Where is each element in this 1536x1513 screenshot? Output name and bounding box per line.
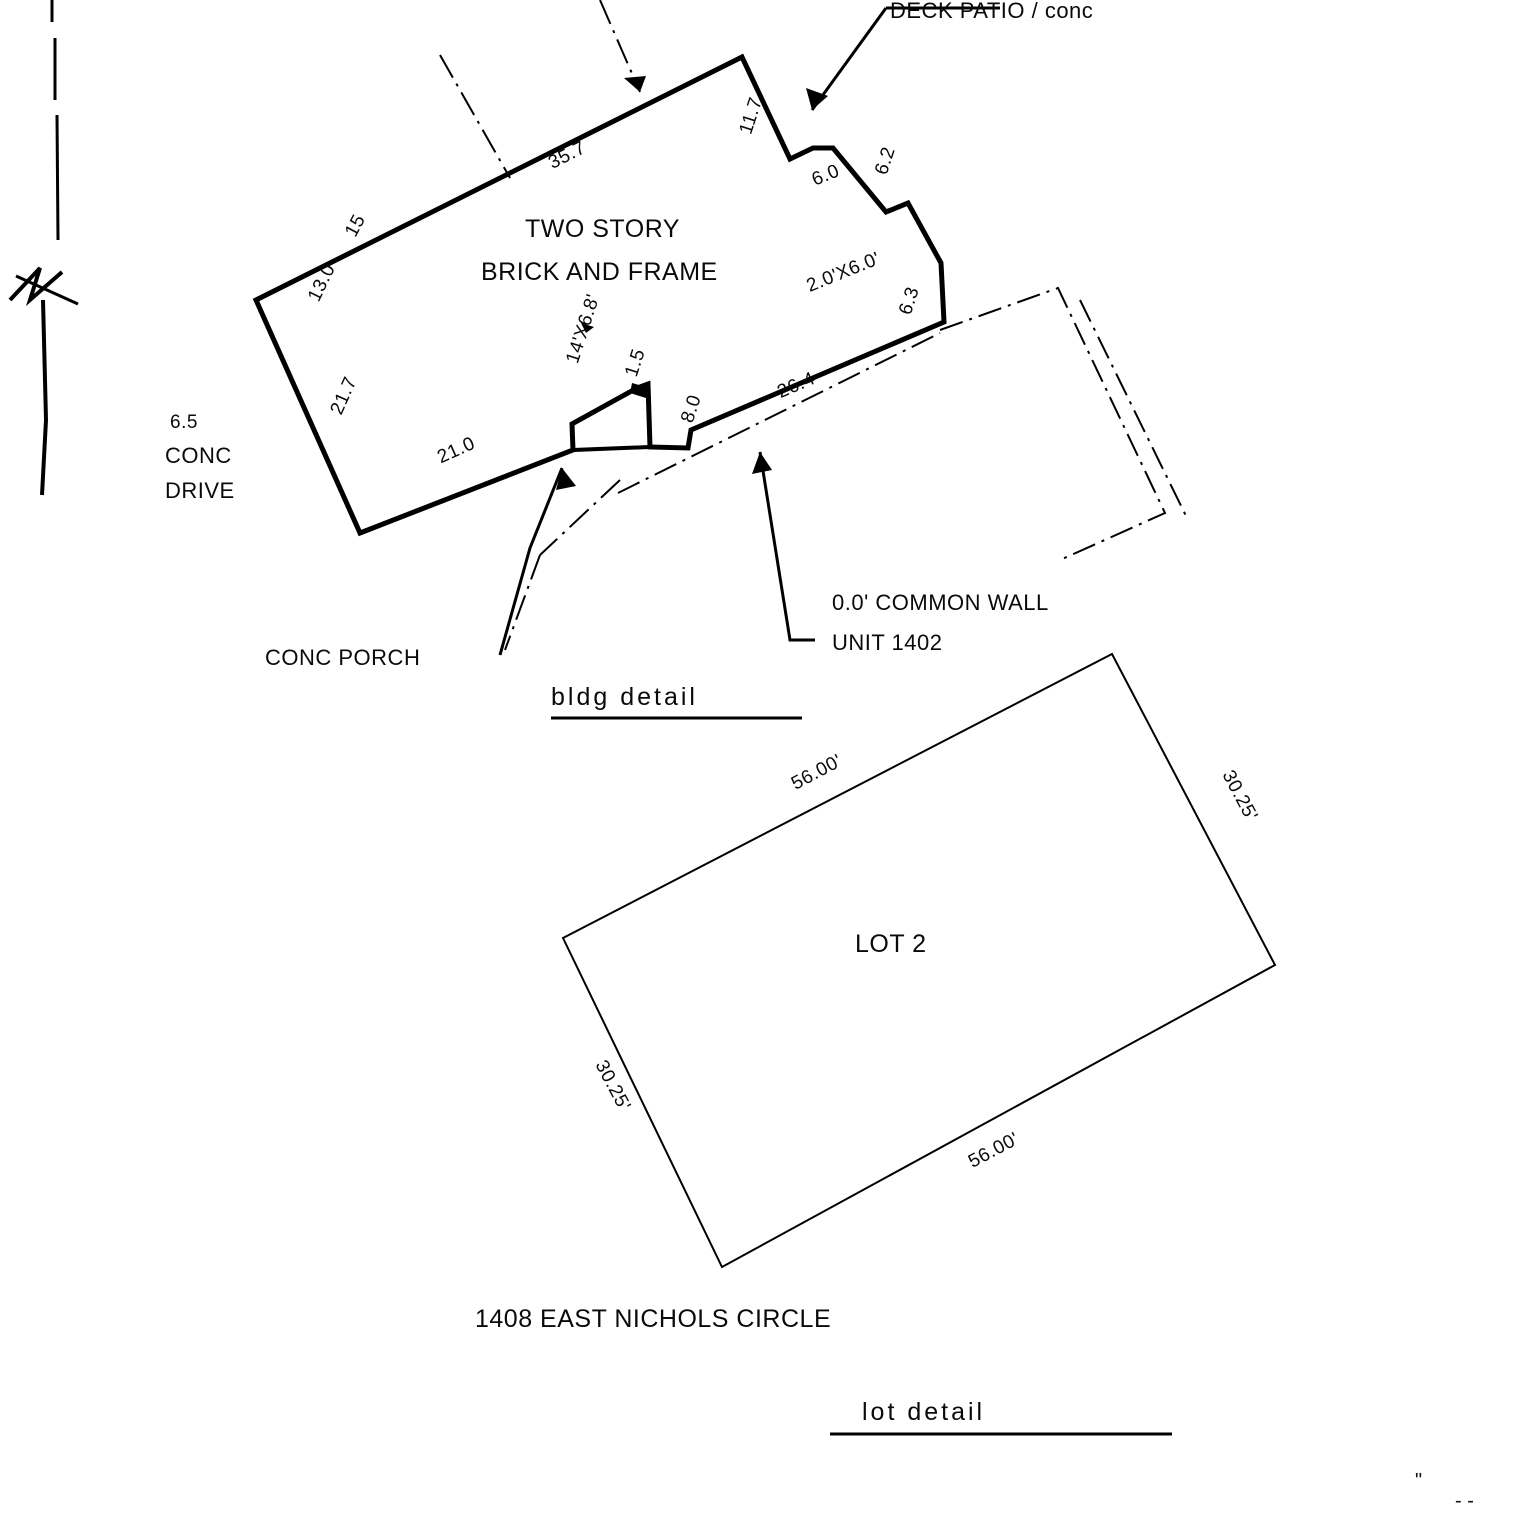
reference-lines	[440, 0, 640, 650]
bldg-detail-title: bldg detail	[551, 683, 698, 711]
dim-notch-width: 8.0	[677, 392, 706, 426]
structure-label-line1: TWO STORY	[525, 215, 680, 243]
building-outline	[256, 57, 944, 533]
callout-conc-drive-line2: DRIVE	[165, 478, 235, 503]
lot-dim-bottom: 56.00'	[965, 1128, 1023, 1173]
lot-outline	[563, 654, 1275, 1267]
dim-bump-out: 2.0'X6.0'	[803, 248, 884, 297]
dim-deck-offset: 6.0	[808, 160, 843, 191]
margin-mark-bottom-right: "	[1415, 1470, 1423, 1492]
address-label: 1408 EAST NICHOLS CIRCLE	[475, 1305, 832, 1333]
callout-conc-porch: CONC PORCH	[265, 645, 421, 670]
dim-conc-drive: 6.5	[170, 412, 198, 433]
callout-deck-patio: DECK PATIO / conc	[890, 0, 1094, 23]
left-margin-property-line	[10, 0, 78, 495]
dim-right-lower: 6.3	[895, 284, 924, 318]
callout-common-wall-line1: 0.0' COMMON WALL	[832, 590, 1049, 615]
callout-conc-drive-line1: CONC	[165, 443, 232, 468]
dim-bottom-left-run: 21.0	[434, 433, 479, 469]
dim-deck-side: 6.2	[871, 144, 900, 178]
reference-arrowheads	[624, 76, 646, 92]
lot-dim-left: 30.25'	[590, 1056, 635, 1115]
structure-label-line2: BRICK AND FRAME	[481, 258, 718, 286]
lot-label: LOT 2	[855, 930, 927, 958]
dim-bottom-right-run: 26.4	[774, 368, 819, 403]
dim-right-side-11-7: 11.7	[735, 94, 768, 137]
lot-dim-top: 56.00'	[788, 750, 846, 795]
callout-common-wall-line2: UNIT 1402	[832, 630, 943, 655]
dim-left-lower: 21.7	[326, 373, 362, 418]
lot-dim-right: 30.25'	[1217, 766, 1262, 825]
lot-detail-title: lot detail	[862, 1398, 986, 1426]
dim-porch-offset: 1.5	[621, 346, 650, 380]
dim-porch-size: 14'X6.8'	[562, 291, 605, 367]
dim-upper-left-short: 15	[341, 211, 371, 241]
dim-top-left-run: 35.7	[545, 137, 590, 174]
margin-mark-bottom-right-2: - -	[1455, 1490, 1474, 1512]
dim-left-upper: 13.0	[304, 260, 341, 305]
